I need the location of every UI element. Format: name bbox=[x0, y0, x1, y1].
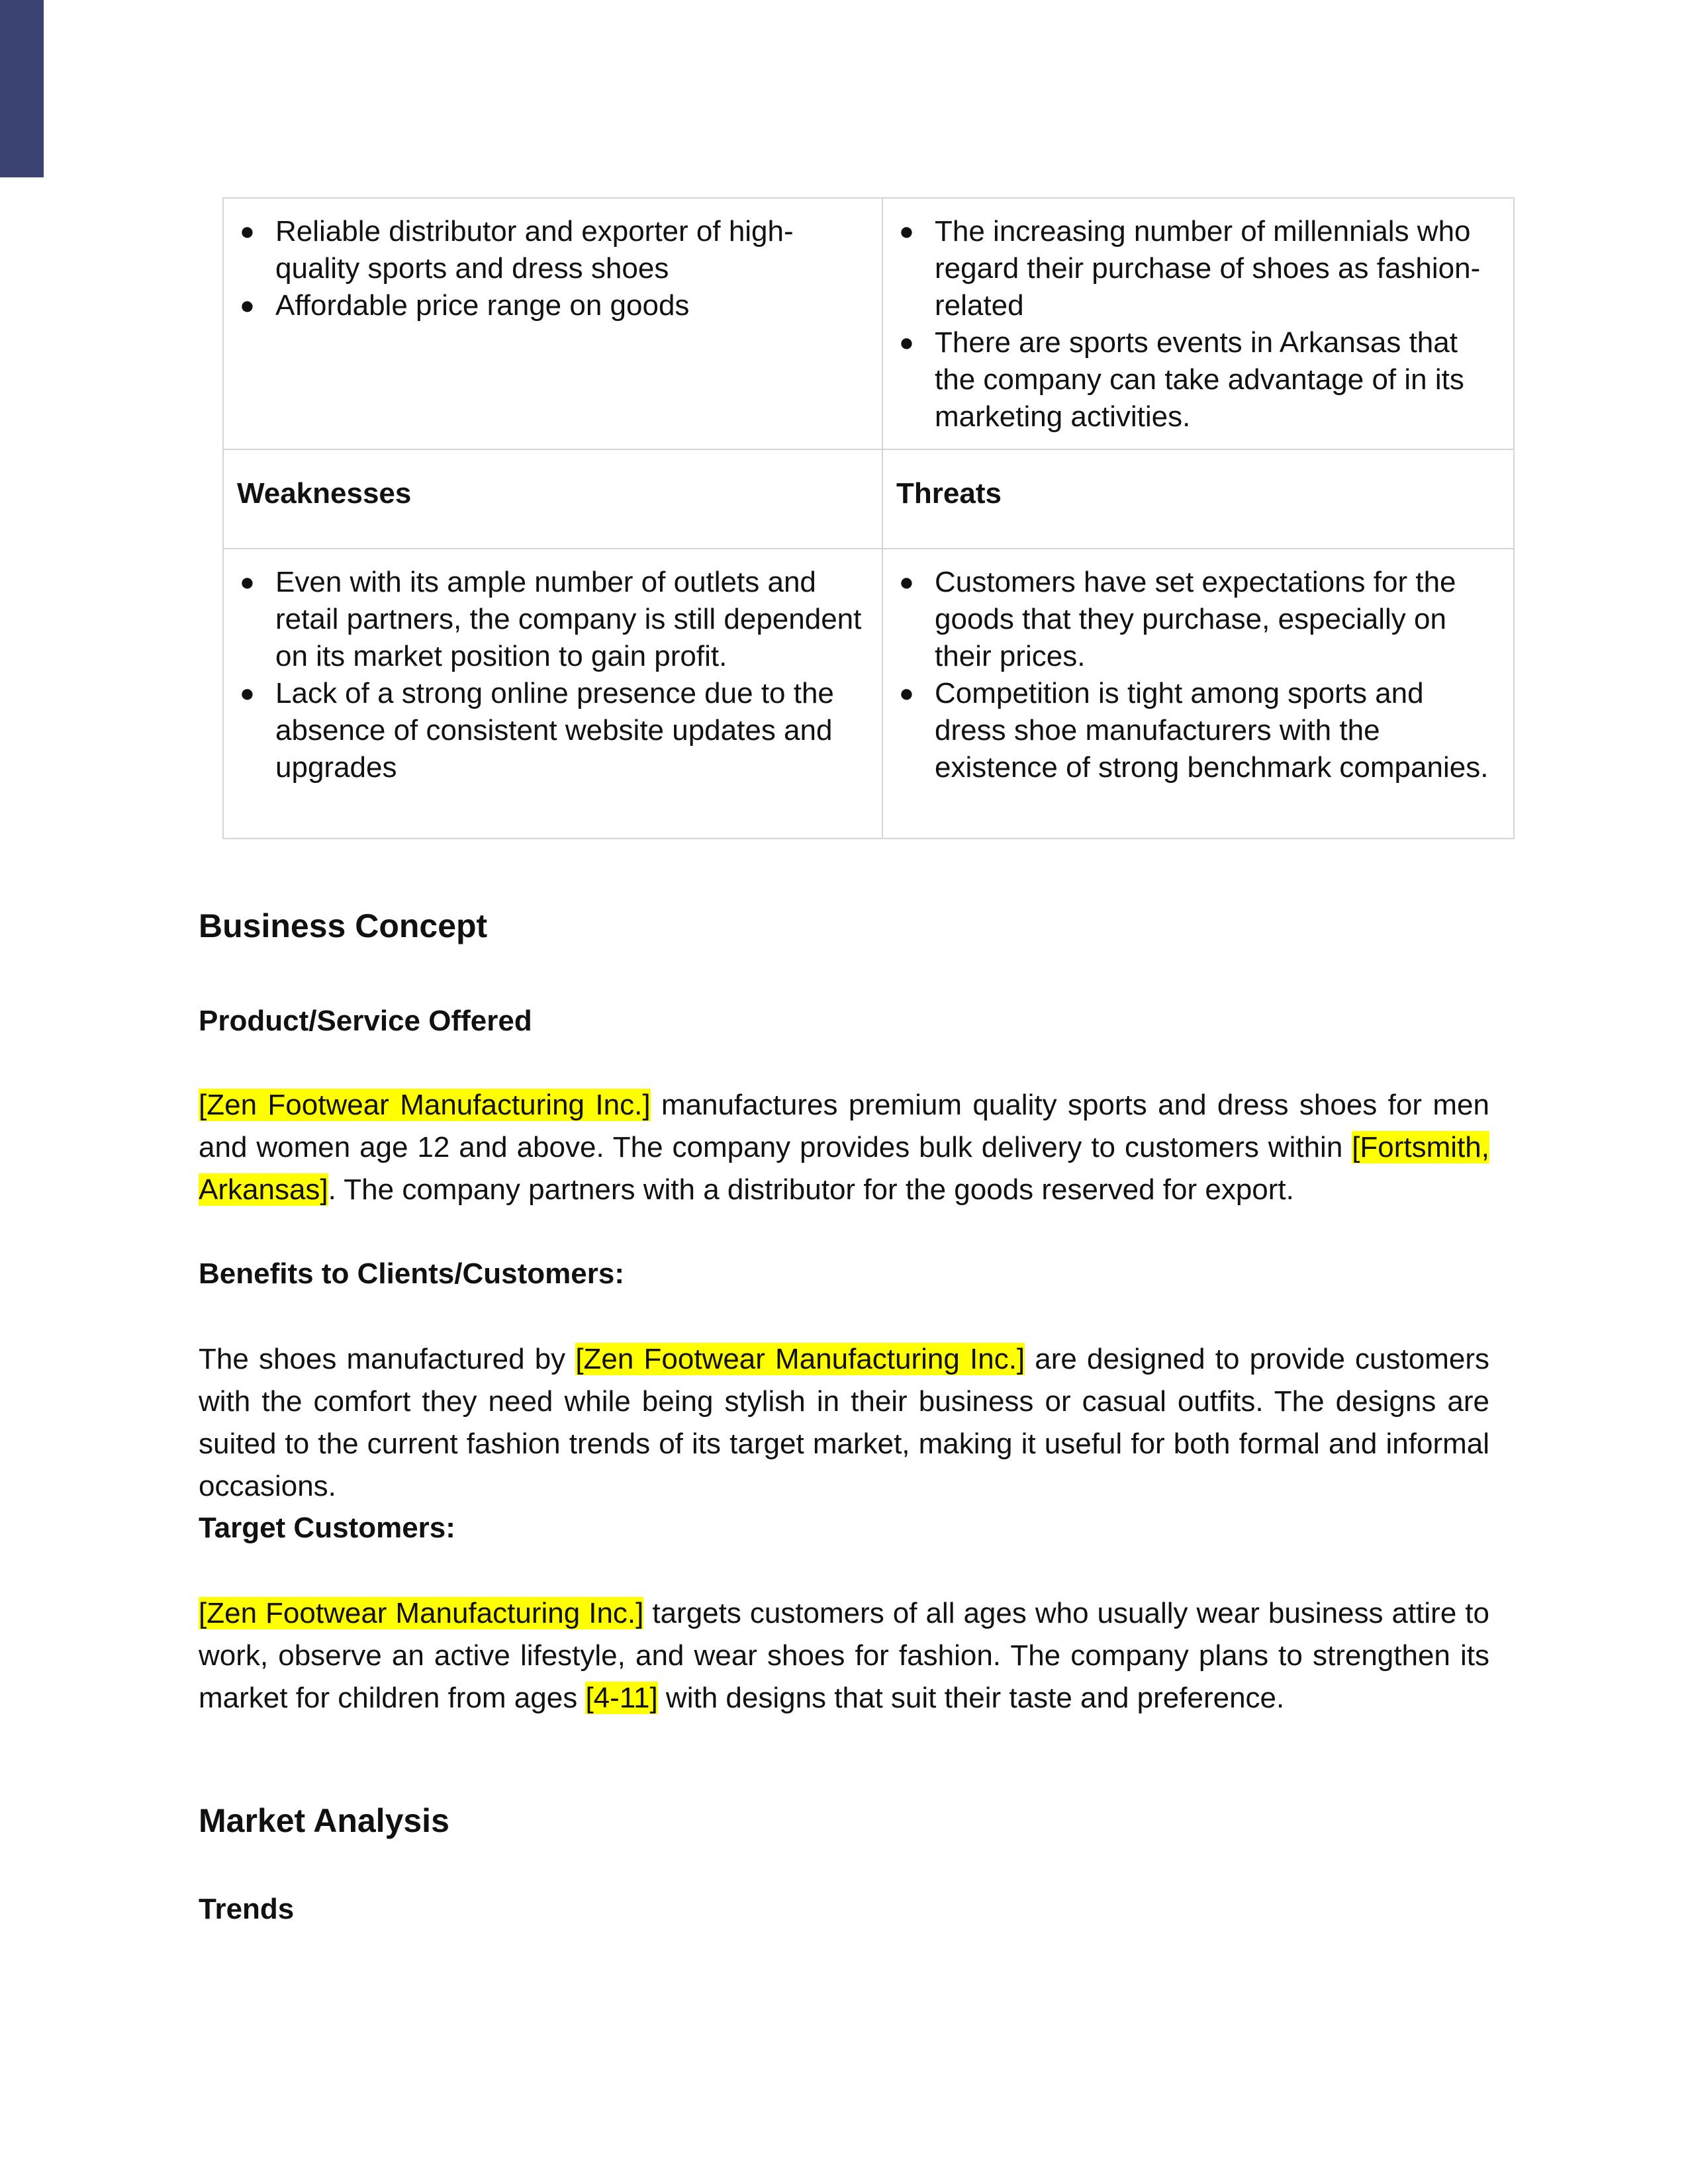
benefits-heading: Benefits to Clients/Customers: bbox=[199, 1257, 624, 1290]
list-item: ● Affordable price range on goods bbox=[237, 287, 868, 324]
bullet-icon: ● bbox=[240, 292, 255, 320]
strengths-cell bbox=[223, 198, 882, 449]
swot-row-headings bbox=[223, 449, 1514, 549]
threats-list bbox=[896, 564, 1500, 786]
target-customers-heading: Target Customers: bbox=[199, 1512, 455, 1544]
benefits-paragraph: The shoes manufactured by [Zen Footwear Manufacturing Inc.] are designed to provide customers with the comfort they need while being stylish in their business or casual outfits. The designs are suited to the current fashion trends of its target market, making it useful for both formal and informal occasions. bbox=[199, 1343, 1489, 1502]
weaknesses-cell bbox=[223, 549, 882, 839]
list-item: ● Reliable distributor and exporter of high-quality sports and dress shoes bbox=[237, 213, 868, 287]
business-concept-heading: Business Concept bbox=[199, 907, 488, 944]
market-analysis-heading: Market Analysis bbox=[199, 1802, 449, 1839]
bullet-icon: ● bbox=[899, 329, 914, 357]
threats-cell bbox=[882, 549, 1514, 839]
bullet-icon: ● bbox=[240, 218, 255, 246]
location-placeholder-highlight: [Fortsmith, Arkansas] bbox=[199, 1131, 1489, 1206]
bullet-icon: ● bbox=[240, 680, 255, 707]
product-service-heading: Product/Service Offered bbox=[199, 1005, 532, 1037]
bullet-icon: ● bbox=[899, 680, 914, 707]
bullet-icon: ● bbox=[240, 569, 255, 596]
bullet-icon: ● bbox=[899, 218, 914, 246]
bullet-icon: ● bbox=[899, 569, 914, 596]
list-item: ● Customers have set expectations for the goods that they purchase, especially on their prices. bbox=[896, 564, 1500, 675]
swot-table bbox=[222, 197, 1515, 839]
list-item: ● The increasing number of millennials who regard their purchase of shoes as fashion-related bbox=[896, 213, 1500, 324]
company-placeholder-highlight: [Zen Footwear Manufacturing Inc.] bbox=[199, 1597, 644, 1629]
product-paragraph: [Zen Footwear Manufacturing Inc.] manufactures premium quality sports and dress shoes for men and women age 12 and above. The company provides bulk delivery to customers within [Fortsmith, Arkansas]. The company partners with a distributor for the goods reserved for export. bbox=[199, 1089, 1489, 1206]
swot-row-weaknesses-threats bbox=[223, 549, 1514, 839]
ages-placeholder-highlight: [4-11] bbox=[585, 1682, 658, 1714]
company-placeholder-highlight: [Zen Footwear Manufacturing Inc.] bbox=[199, 1089, 651, 1121]
side-tab-decoration bbox=[0, 0, 44, 177]
list-item: ● Competition is tight among sports and dress shoe manufacturers with the existence of strong benchmark companies. bbox=[896, 675, 1500, 786]
weaknesses-heading: Weaknesses bbox=[223, 449, 882, 549]
target-paragraph: [Zen Footwear Manufacturing Inc.] targets customers of all ages who usually wear business attire to work, observe an active lifestyle, and wear shoes for fashion. The company plans to strengthen its market for children from ages [4-11] with designs that suit their taste and preference. bbox=[199, 1597, 1489, 1714]
list-item: ● Even with its ample number of outlets and retail partners, the company is still dependent on its market position to gain profit. bbox=[237, 564, 868, 675]
threats-heading: Threats bbox=[882, 449, 1514, 549]
weaknesses-list bbox=[237, 564, 868, 786]
strengths-list bbox=[237, 213, 868, 324]
swot-row-strengths-opportunities bbox=[223, 198, 1514, 449]
list-item: ● There are sports events in Arkansas that the company can take advantage of in its marketing activities. bbox=[896, 324, 1500, 435]
opportunities-list bbox=[896, 213, 1500, 435]
company-placeholder-highlight: [Zen Footwear Manufacturing Inc.] bbox=[575, 1343, 1025, 1375]
list-item: ● Lack of a strong online presence due to the absence of consistent website updates and upgrades bbox=[237, 675, 868, 786]
opportunities-cell bbox=[882, 198, 1514, 449]
trends-heading: Trends bbox=[199, 1893, 295, 1925]
